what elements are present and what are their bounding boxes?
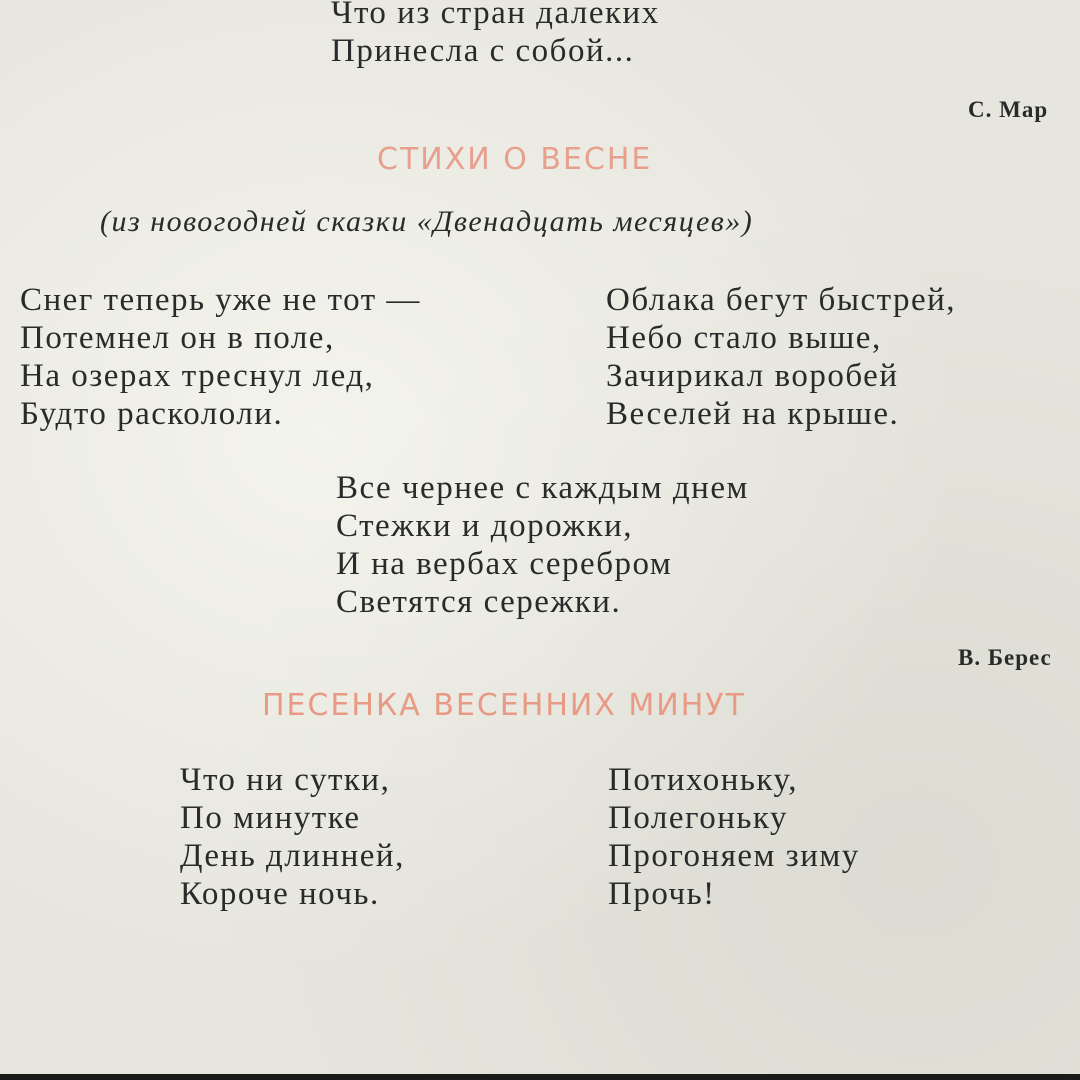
verse-line: Полегоньку xyxy=(608,800,788,836)
verse-line: И на вербах серебром xyxy=(336,546,673,582)
stanza-left xyxy=(20,281,421,433)
verse-line: Прочь! xyxy=(608,876,716,912)
verse-line: Облака бегут быстрей, xyxy=(606,282,957,318)
verse-line: Что ни сутки, xyxy=(180,762,391,798)
stanza-left xyxy=(180,761,405,913)
poem-title: СТИХИ О ВЕСНЕ xyxy=(377,142,653,177)
verse-line: Снег теперь уже не тот — xyxy=(20,282,421,318)
verse-line: Принесла с собой... xyxy=(331,33,635,69)
verse-line: Все чернее с каждым днем xyxy=(336,470,749,506)
verse-line: Потихоньку, xyxy=(608,762,798,798)
poem-author: В. Берес xyxy=(958,645,1052,670)
verse-line: Потемнел он в поле, xyxy=(20,320,335,356)
verse-line: Что из стран далеких xyxy=(331,0,660,31)
poem-subtitle: (из новогодней сказки «Двенадцать месяцев») xyxy=(100,205,754,238)
verse-line: Стежки и дорожки, xyxy=(336,508,634,544)
stanza-right xyxy=(608,761,860,913)
verse-line: Веселей на крыше. xyxy=(606,396,900,432)
stanza-right xyxy=(606,281,956,433)
verse-line: Зачирикал воробей xyxy=(606,358,899,394)
verse-line: Прогоняем зиму xyxy=(608,838,860,874)
verse-line: День длинней, xyxy=(180,838,405,874)
verse-line: По минутке xyxy=(180,800,361,836)
verse-line: Светятся сережки. xyxy=(336,584,622,620)
previous-poem-fragment xyxy=(331,0,660,70)
previous-poem-author: С. Мар xyxy=(968,97,1049,122)
verse-line: Небо стало выше, xyxy=(606,320,882,356)
verse-line: Будто раскололи. xyxy=(20,396,284,432)
stanza-center xyxy=(336,469,749,621)
page-bottom-edge xyxy=(0,1074,1080,1080)
poem-title: ПЕСЕНКА ВЕСЕННИХ МИНУТ xyxy=(262,688,746,723)
verse-line: На озерах треснул лед, xyxy=(20,358,375,394)
verse-line: Короче ночь. xyxy=(180,876,380,912)
